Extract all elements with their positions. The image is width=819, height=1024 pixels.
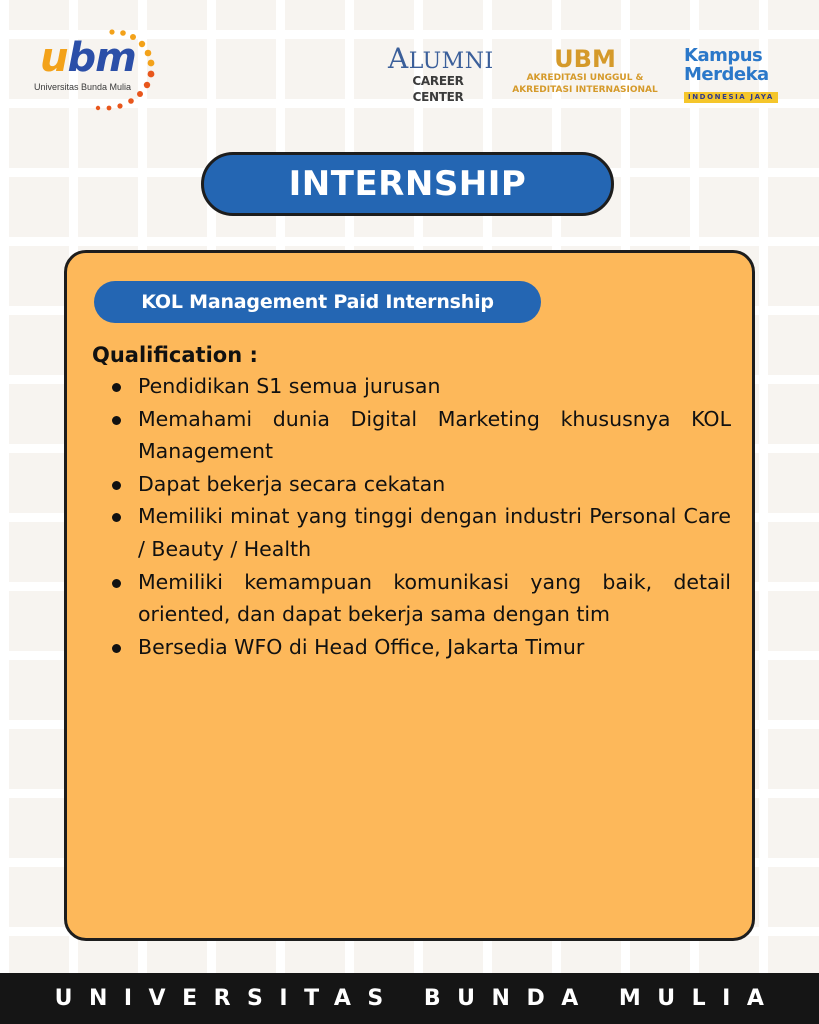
career-center-text: CAREER CENTER [412, 74, 464, 104]
bullet-icon [112, 513, 121, 522]
qualification-text: Memiliki kemampuan komunikasi yang baik, detail oriented, dan dapat bekerja sama dengan tim [138, 569, 731, 627]
title-banner [201, 152, 614, 216]
qualification-text: Dapat bekerja secara cekatan [138, 471, 446, 496]
kampus-merdeka-logo [684, 46, 788, 104]
qualification-text: Memahami dunia Digital Marketing khususnya KOL Management [138, 406, 731, 464]
indonesia-jaya-tag: INDONESIA JAYA [684, 92, 778, 103]
qualification-item [111, 403, 731, 468]
qualification-text: Memiliki minat yang tinggi dengan industri Personal Care / Beauty / Health [138, 504, 731, 561]
qualification-text: Pendidikan S1 semua jurusan [138, 374, 441, 398]
alumni-career-center-logo [388, 42, 494, 104]
header [0, 0, 819, 140]
qualification-card [64, 250, 755, 941]
akreditasi-line-2: AKREDITASI INTERNASIONAL [512, 85, 658, 95]
akreditasi-line-1: AKREDITASI UNGGUL & [526, 73, 644, 83]
qualification-item [111, 500, 731, 565]
bullet-icon [112, 416, 121, 425]
page-title: INTERNSHIP [288, 164, 527, 204]
ubm-logo [34, 26, 160, 112]
qualification-text: Bersedia WFO di Head Office, Jakarta Timur [138, 634, 585, 659]
footer-bar [0, 973, 819, 1024]
position-title: KOL Management Paid Internship [141, 291, 494, 313]
position-title-banner [94, 281, 541, 323]
footer-text: UNIVERSITAS BUNDA MULIA [54, 986, 781, 1011]
qualification-heading: Qualification : [92, 343, 258, 367]
akreditasi-title: UBM [554, 45, 616, 73]
merdeka-text: Merdeka [684, 64, 769, 85]
alumni-wordmark: ALUMNI [388, 42, 494, 75]
bullet-icon [112, 481, 121, 490]
qualification-item [111, 370, 731, 403]
ubm-logo-subtitle: Universitas Bunda Mulia [34, 82, 132, 92]
qualification-item [111, 468, 731, 501]
ubm-wordmark: ubm [40, 35, 136, 81]
akreditasi-logo [505, 46, 665, 102]
bullet-icon [112, 383, 121, 392]
kampus-text: Kampus [684, 45, 763, 66]
qualification-list [111, 370, 731, 663]
bullet-icon [112, 644, 121, 653]
qualification-item [111, 566, 731, 631]
qualification-item [111, 631, 731, 664]
bullet-icon [112, 579, 121, 588]
